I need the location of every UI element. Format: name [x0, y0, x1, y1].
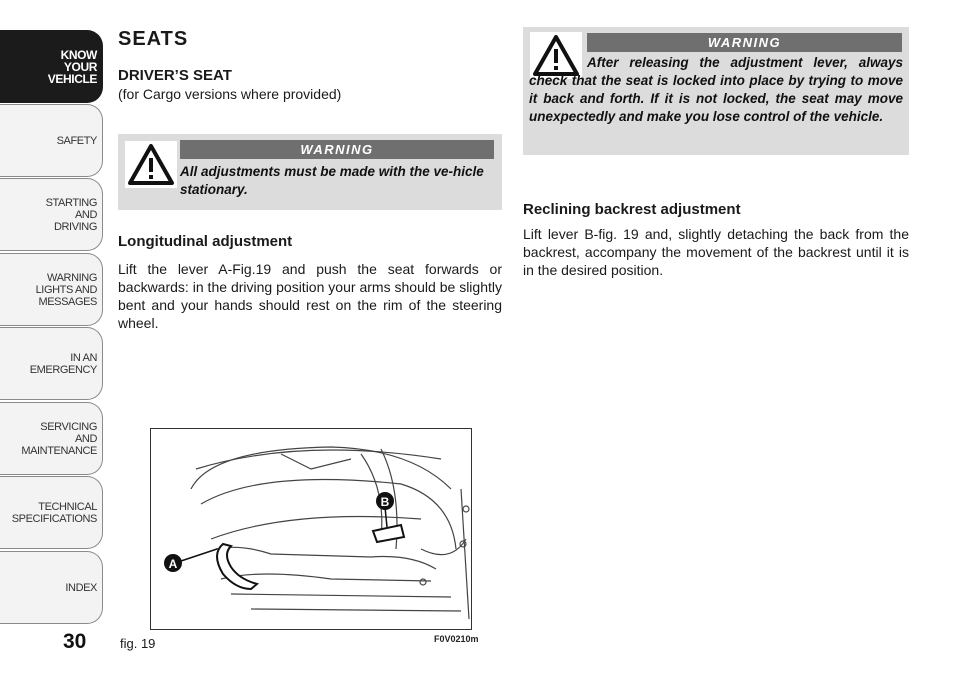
tab-safety[interactable]: SAFETY — [0, 104, 103, 177]
label-b: B — [380, 495, 390, 509]
page-title: SEATS — [118, 28, 189, 50]
version-note: (for Cargo versions where provided) — [118, 86, 342, 102]
warning-text: All adjustments must be made with the ve-hicle stationary. — [180, 164, 484, 197]
warning-box-1 — [118, 134, 502, 210]
label-a: A — [168, 557, 178, 571]
tab-starting-and-driving[interactable]: STARTING AND DRIVING — [0, 178, 103, 251]
tab-servicing[interactable]: SERVICING AND MAINTENANCE — [0, 402, 103, 475]
warning-text: After releasing the adjustment lever, always check that the seat is locked into place by trying to move it back and forth. If it is not locked, the seat may move unexpectedly and make you lose control of the vehicle. — [529, 55, 903, 124]
warning-header: WARNING — [180, 140, 494, 159]
tab-index[interactable]: INDEX — [0, 551, 103, 624]
section-subtitle: DRIVER’S SEAT — [118, 67, 232, 84]
heading-longitudinal: Longitudinal adjustment — [118, 233, 293, 250]
tab-warning-lights[interactable]: WARNING LIGHTS AND MESSAGES — [0, 253, 103, 326]
text-reclining: Lift lever B-fig. 19 and, slightly detaching the back from the backrest, accompany the movement of the backrest until it is in the desired position. — [523, 226, 909, 278]
seat-drawing — [151, 429, 471, 629]
tab-know-your-vehicle[interactable]: KNOW YOUR VEHICLE — [0, 30, 103, 103]
figure-caption: fig. 19 — [120, 636, 156, 651]
warning-header: WARNING — [587, 33, 902, 52]
warning-triangle-icon — [125, 141, 177, 188]
heading-reclining: Reclining backrest adjustment — [523, 201, 741, 218]
text-longitudinal: Lift the lever A-Fig.19 and push the seat forwards or backwards: in the driving position your arms should be slightly bent and your hands should rest on the rim of the steering wheel. — [118, 261, 502, 331]
figure-code: F0V0210m — [434, 634, 479, 644]
tab-in-an-emergency[interactable]: IN AN EMERGENCY — [0, 327, 103, 400]
figure-seat-illustration — [150, 428, 472, 630]
warning-box-2 — [523, 27, 909, 155]
tab-technical-specifications[interactable]: TECHNICAL SPECIFICATIONS — [0, 476, 103, 549]
page-number: 30 — [63, 630, 87, 653]
